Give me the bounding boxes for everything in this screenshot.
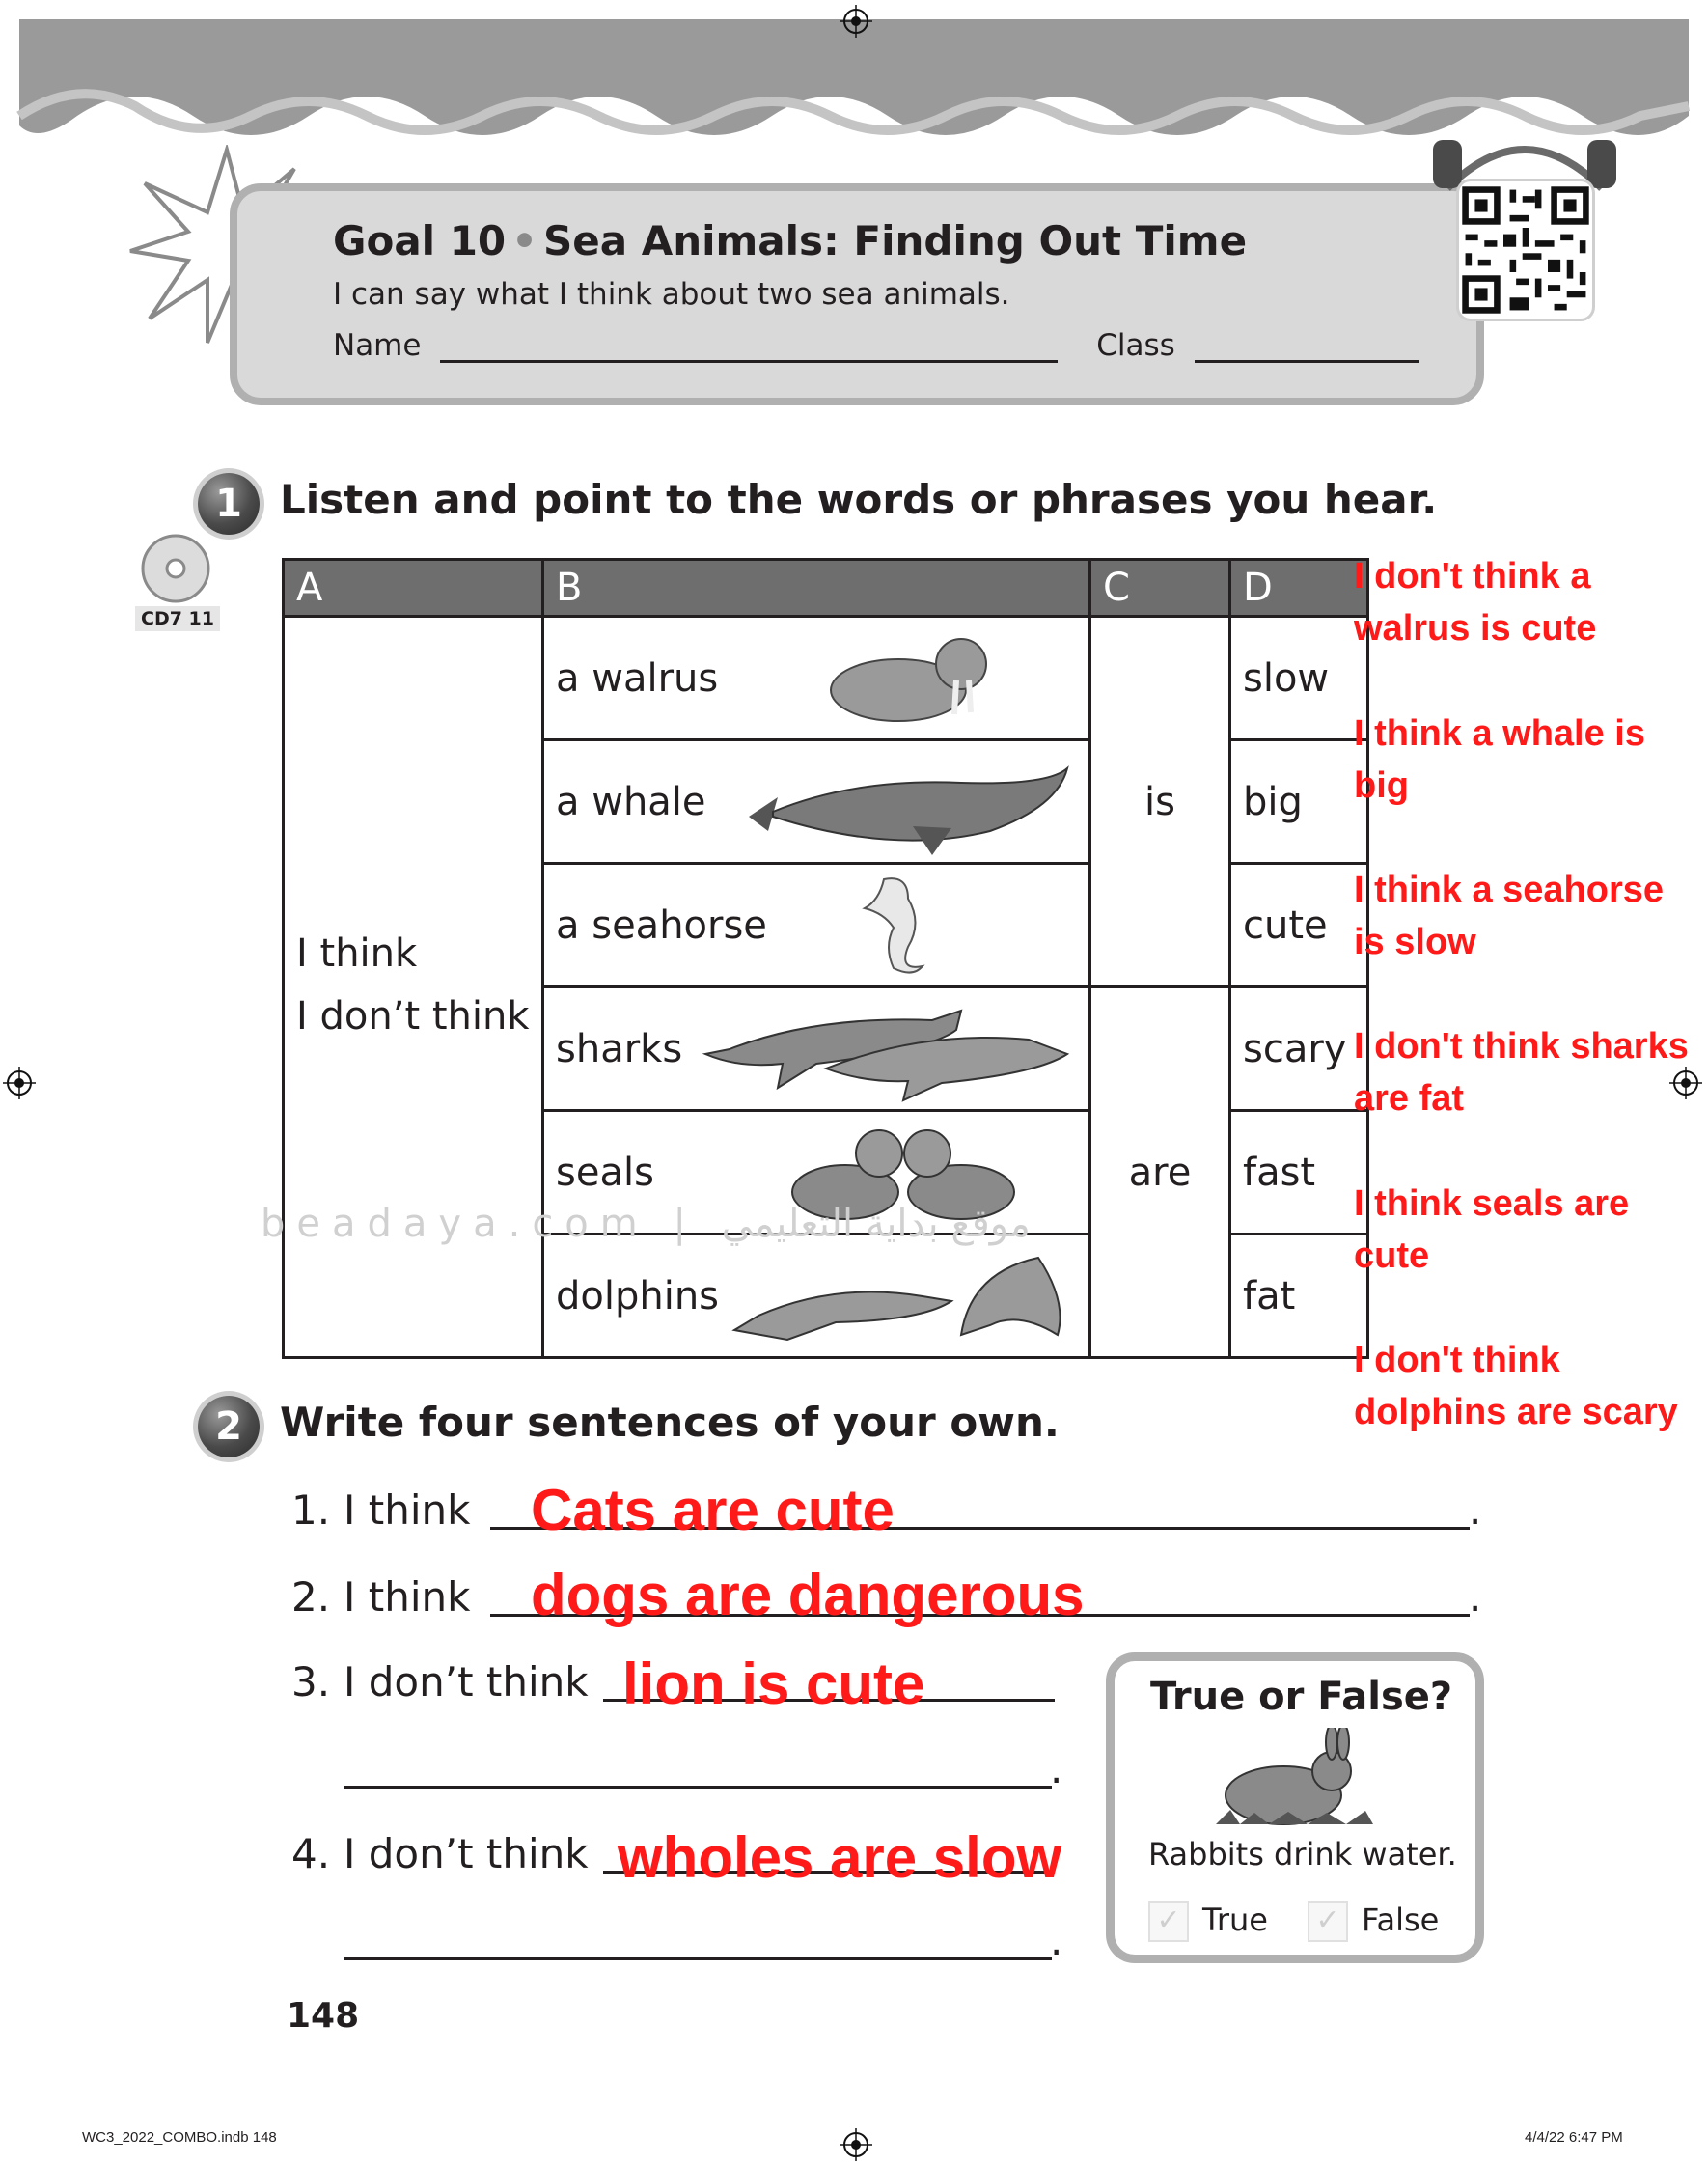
adjective-big[interactable]: big: [1243, 779, 1303, 824]
adjective-fat[interactable]: fat: [1243, 1273, 1296, 1318]
sentence-3-line-b[interactable]: [344, 1786, 1052, 1789]
section-2-badge: 2: [198, 1396, 260, 1457]
adjective-cute[interactable]: cute: [1243, 902, 1328, 948]
adjective-cell: [1230, 1235, 1368, 1358]
registration-mark-icon: [1669, 1067, 1702, 1099]
adjective-fast[interactable]: fast: [1243, 1150, 1316, 1195]
cd-icon: [140, 533, 211, 604]
phrase-i-dont-think[interactable]: I don’t think: [296, 993, 530, 1039]
sentence-4-answer: wholes are slow: [618, 1825, 1062, 1890]
sentence-4-number: 4.: [291, 1830, 331, 1877]
adjective-scary[interactable]: scary: [1243, 1026, 1347, 1071]
verb-are-cell: [1090, 987, 1230, 1358]
footer-date-slug: 4/4/22 6:47 PM: [1525, 2129, 1623, 2146]
col-header-b: B: [543, 560, 1090, 617]
sentence-2-number: 2.: [291, 1573, 331, 1621]
handwritten-note: I think seals are cute: [1354, 1183, 1630, 1276]
true-checkbox-icon[interactable]: ✓: [1148, 1901, 1189, 1942]
registration-mark-icon: [840, 5, 872, 38]
sentence-1-number: 1.: [291, 1486, 331, 1534]
col-header-c: C: [1090, 560, 1230, 617]
adjective-cell: [1230, 617, 1368, 740]
section-1-badge: 1: [198, 473, 260, 535]
adjective-slow[interactable]: slow: [1243, 655, 1330, 701]
adjective-cell: [1230, 1111, 1368, 1235]
cd-track-label: CD7 11: [135, 606, 220, 631]
phrase-i-think[interactable]: I think: [296, 930, 418, 976]
animal-seahorse[interactable]: a seahorse: [556, 902, 767, 948]
registration-mark-icon: [840, 2128, 872, 2161]
col-header-d: D: [1230, 560, 1368, 617]
handwritten-note: I don't think dolphins are scary: [1354, 1340, 1678, 1432]
animal-cell: [543, 864, 1090, 987]
true-false-statement: Rabbits drink water.: [1148, 1836, 1457, 1873]
walrus-icon: [826, 627, 990, 729]
registration-mark-icon: [3, 1067, 36, 1099]
sentence-3-prompt: I don’t think: [344, 1658, 589, 1706]
goal-subtitle: I can say what I think about two sea animals.: [333, 277, 1010, 312]
sentence-4-prompt: I don’t think: [344, 1830, 589, 1877]
handwritten-note: I think a seahorse is slow: [1354, 870, 1665, 962]
animal-dolphins[interactable]: dolphins: [556, 1273, 720, 1318]
sentence-3-answer: lion is cute: [622, 1652, 925, 1716]
sentence-1-answer: Cats are cute: [531, 1478, 895, 1542]
dolphins-icon: [730, 1243, 1077, 1349]
footer-file-slug: WC3_2022_COMBO.indb 148: [82, 2129, 277, 2146]
watermark: beadaya.com | موقع بداية التعليمي: [261, 1202, 1031, 1246]
sentence-2-answer: dogs are dangerous: [531, 1563, 1085, 1627]
false-checkbox-icon[interactable]: ✓: [1308, 1901, 1348, 1942]
animal-cell: [543, 617, 1090, 740]
sentence-3-number: 3.: [291, 1658, 331, 1706]
sentence-4-line-b[interactable]: [344, 1957, 1052, 1960]
col-a-cell: [284, 617, 543, 1358]
handwritten-note: I don't think sharks are fat: [1354, 1026, 1689, 1119]
animal-cell: [543, 1235, 1090, 1358]
sentence-2-period: .: [1469, 1573, 1482, 1621]
col-header-a: A: [284, 560, 543, 617]
sentence-2-prompt: I think: [344, 1573, 471, 1621]
seahorse-icon: [855, 870, 942, 981]
qr-code[interactable]: [1459, 181, 1592, 319]
adjective-cell: [1230, 864, 1368, 987]
sentence-1-period: .: [1469, 1486, 1482, 1534]
name-class-row: [333, 328, 1419, 363]
animal-seals[interactable]: seals: [556, 1150, 654, 1195]
sharks-icon: [701, 996, 1077, 1102]
true-false-title: True or False?: [1150, 1675, 1453, 1719]
section-1-instruction: Listen and point to the words or phrases you hear.: [280, 476, 1438, 523]
whale-icon: [739, 749, 1077, 855]
adjective-cell: [1230, 987, 1368, 1111]
verb-is-cell: [1090, 617, 1230, 987]
sentence-1-prompt: I think: [344, 1486, 471, 1534]
goal-title: Goal 10 • Sea Animals: Finding Out Time: [333, 217, 1248, 264]
verb-is[interactable]: is: [1144, 779, 1175, 824]
section-2-instruction: Write four sentences of your own.: [280, 1399, 1060, 1446]
sentence-4-period: .: [1050, 1917, 1063, 1964]
qr-code-icon: [1459, 181, 1592, 319]
adjective-cell: [1230, 740, 1368, 864]
class-field[interactable]: [1195, 360, 1419, 363]
class-label: Class: [1096, 328, 1175, 363]
handwritten-note: I think a whale is big: [1354, 713, 1645, 806]
verb-are[interactable]: are: [1128, 1150, 1192, 1195]
page-number: 148: [287, 1996, 360, 2036]
name-field[interactable]: [440, 360, 1058, 363]
sentence-3-period: .: [1050, 1745, 1063, 1792]
option-false[interactable]: ✓ False: [1308, 1901, 1439, 1942]
animal-cell: [543, 740, 1090, 864]
animal-cell: [543, 987, 1090, 1111]
animal-walrus[interactable]: a walrus: [556, 655, 719, 701]
handwritten-note: I don't think a walrus is cute: [1354, 556, 1597, 649]
animal-sharks[interactable]: sharks: [556, 1026, 683, 1071]
rabbit-icon: [1211, 1728, 1375, 1829]
name-label: Name: [333, 328, 422, 363]
animal-whale[interactable]: a whale: [556, 779, 706, 824]
option-true[interactable]: ✓ True: [1148, 1901, 1268, 1942]
